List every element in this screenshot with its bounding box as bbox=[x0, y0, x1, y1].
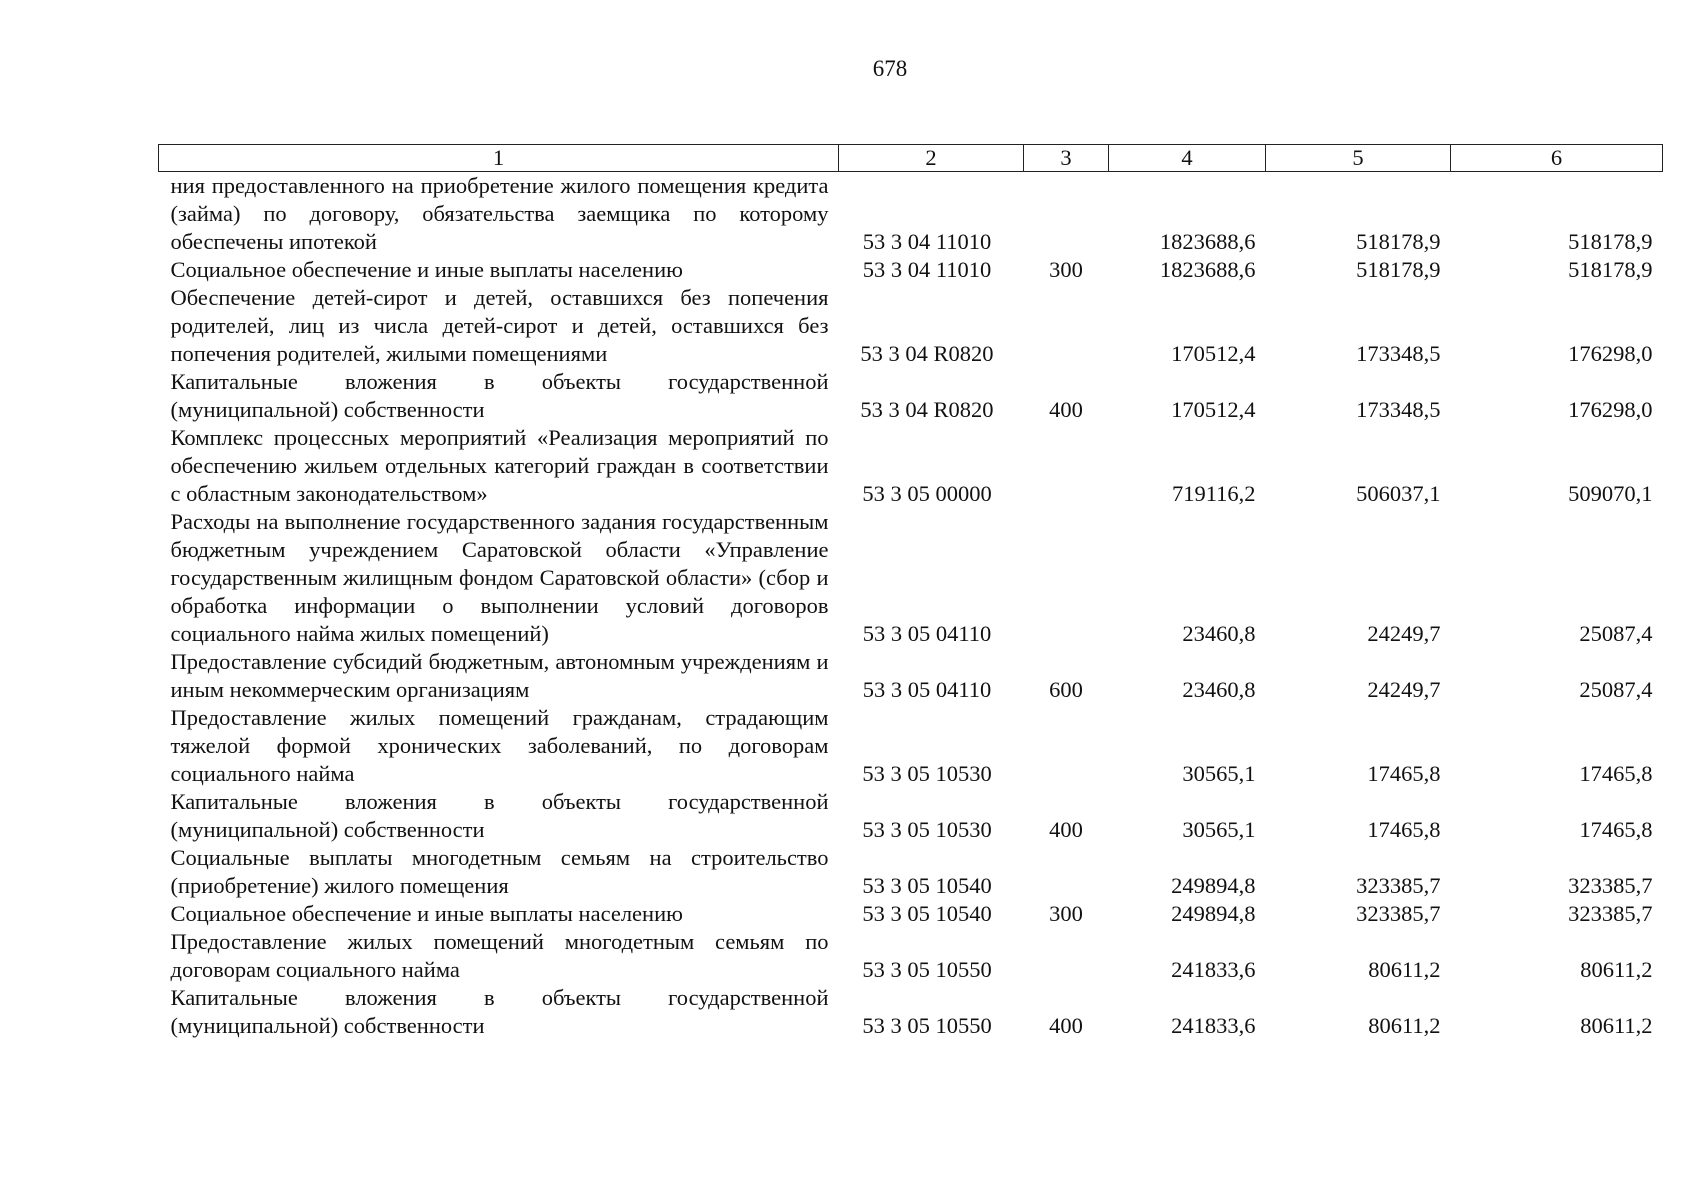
row-value-5: 323385,7 bbox=[1356, 873, 1441, 898]
column-header-5: 5 bbox=[1266, 145, 1451, 172]
table-row bbox=[159, 648, 1663, 704]
row-value-5: 506037,1 bbox=[1356, 481, 1441, 506]
table-row bbox=[159, 424, 1663, 508]
page-number: 678 bbox=[872, 56, 908, 81]
header-row bbox=[159, 145, 1663, 172]
table-row bbox=[159, 368, 1663, 424]
row-value-5: 80611,2 bbox=[1368, 1013, 1441, 1038]
row-value-6: 25087,4 bbox=[1579, 677, 1653, 702]
row-code: 53 3 05 10540 bbox=[862, 873, 992, 898]
row-code: 53 3 05 10530 bbox=[862, 761, 992, 786]
row-value-6: 518178,9 bbox=[1568, 229, 1653, 254]
budget-table bbox=[158, 144, 1663, 1040]
row-name: Капитальные вложения в объекты государственной (муниципальной) собственности bbox=[170, 369, 829, 422]
row-value-5: 323385,7 bbox=[1356, 901, 1441, 926]
row-type: 400 bbox=[1049, 397, 1083, 422]
column-header-1: 1 bbox=[159, 145, 839, 172]
row-code: 53 3 05 04110 bbox=[862, 621, 992, 646]
row-code: 53 3 04 11010 bbox=[862, 257, 992, 282]
row-code: 53 3 05 10540 bbox=[862, 901, 992, 926]
row-code: 53 3 05 10530 bbox=[862, 817, 992, 842]
row-value-4: 1823688,6 bbox=[1159, 229, 1256, 254]
row-code: 53 3 05 10550 bbox=[862, 957, 992, 982]
row-value-4: 170512,4 bbox=[1171, 397, 1256, 422]
row-value-4: 241833,6 bbox=[1171, 1013, 1256, 1038]
table-row bbox=[159, 928, 1663, 984]
table-row bbox=[159, 788, 1663, 844]
row-type: 600 bbox=[1049, 677, 1083, 702]
table-row bbox=[159, 172, 1663, 257]
row-value-4: 249894,8 bbox=[1171, 873, 1256, 898]
row-value-4: 170512,4 bbox=[1171, 341, 1256, 366]
table-row bbox=[159, 984, 1663, 1040]
row-type bbox=[1024, 508, 1109, 648]
row-value-6: 323385,7 bbox=[1568, 901, 1653, 926]
row-code: 53 3 05 10550 bbox=[862, 1013, 992, 1038]
row-value-4: 1823688,6 bbox=[1159, 257, 1256, 282]
row-name: Социальное обеспечение и иные выплаты населению bbox=[170, 901, 683, 926]
row-name: ния предоставленного на приобретение жилого помещения кредита (займа) по договору, обязательства заемщика по которому обеспечены ипотекой bbox=[170, 173, 829, 254]
row-value-5: 518178,9 bbox=[1356, 229, 1441, 254]
table-row bbox=[159, 284, 1663, 368]
row-name: Капитальные вложения в объекты государственной (муниципальной) собственности bbox=[170, 985, 829, 1038]
table-row bbox=[159, 844, 1663, 900]
column-header-2: 2 bbox=[839, 145, 1024, 172]
row-value-6: 323385,7 bbox=[1568, 873, 1653, 898]
row-value-5: 173348,5 bbox=[1356, 397, 1441, 422]
row-name: Комплекс процессных мероприятий «Реализация мероприятий по обеспечению жильем отдельных категорий граждан в соответствии с областным законодательством» bbox=[170, 425, 829, 506]
row-value-6: 25087,4 bbox=[1579, 621, 1653, 646]
row-value-5: 173348,5 bbox=[1356, 341, 1441, 366]
row-name: Предоставление жилых помещений многодетным семьям по договорам социального найма bbox=[170, 929, 829, 982]
row-code: 53 3 04 R0820 bbox=[860, 341, 994, 366]
row-value-4: 719116,2 bbox=[1171, 481, 1256, 506]
row-name: Обеспечение детей-сирот и детей, оставшихся без попечения родителей, лиц из числа детей-сирот и детей, оставшихся без попечения родителей, жилыми помещениями bbox=[170, 285, 829, 366]
row-type bbox=[1024, 704, 1109, 788]
row-type: 300 bbox=[1049, 257, 1083, 282]
row-value-4: 30565,1 bbox=[1182, 817, 1256, 842]
table-row bbox=[159, 508, 1663, 648]
row-value-6: 518178,9 bbox=[1568, 257, 1653, 282]
row-name: Капитальные вложения в объекты государственной (муниципальной) собственности bbox=[170, 789, 829, 842]
row-value-5: 80611,2 bbox=[1368, 957, 1441, 982]
table-row bbox=[159, 704, 1663, 788]
row-code: 53 3 05 00000 bbox=[862, 481, 992, 506]
row-code: 53 3 04 11010 bbox=[862, 229, 992, 254]
row-value-6: 80611,2 bbox=[1580, 957, 1653, 982]
row-value-6: 17465,8 bbox=[1579, 817, 1653, 842]
row-type: 400 bbox=[1049, 817, 1083, 842]
row-code: 53 3 05 04110 bbox=[862, 677, 992, 702]
row-value-6: 80611,2 bbox=[1580, 1013, 1653, 1038]
row-value-4: 249894,8 bbox=[1171, 901, 1256, 926]
row-value-5: 24249,7 bbox=[1367, 621, 1441, 646]
row-type: 300 bbox=[1049, 901, 1083, 926]
row-type bbox=[1024, 172, 1109, 257]
row-name: Расходы на выполнение государственного задания государственным бюджетным учреждением Саратовской области «Управление государственным жилищным фондом Саратовской области» (сбор и обработка информации о выполнении условий договоров социального найма жилых помещений) bbox=[170, 509, 829, 646]
row-type bbox=[1024, 928, 1109, 984]
row-name: Предоставление жилых помещений гражданам, страдающим тяжелой формой хронических заболеваний, по договорам социального найма bbox=[170, 705, 829, 786]
row-value-4: 23460,8 bbox=[1182, 621, 1256, 646]
row-value-6: 176298,0 bbox=[1568, 397, 1653, 422]
table-body bbox=[159, 172, 1663, 1041]
row-value-5: 518178,9 bbox=[1356, 257, 1441, 282]
table-header bbox=[159, 145, 1663, 172]
row-type bbox=[1024, 284, 1109, 368]
table-row bbox=[159, 256, 1663, 284]
row-name: Социальные выплаты многодетным семьям на строительство (приобретение) жилого помещения bbox=[170, 845, 829, 898]
row-value-4: 23460,8 bbox=[1182, 677, 1256, 702]
row-type: 400 bbox=[1049, 1013, 1083, 1038]
column-header-3: 3 bbox=[1024, 145, 1109, 172]
row-type bbox=[1024, 844, 1109, 900]
row-name: Социальное обеспечение и иные выплаты населению bbox=[170, 257, 683, 282]
row-name: Предоставление субсидий бюджетным, автономным учреждениям и иным некоммерческим организациям bbox=[170, 649, 829, 702]
row-value-4: 30565,1 bbox=[1182, 761, 1256, 786]
table-row bbox=[159, 900, 1663, 928]
row-type bbox=[1024, 424, 1109, 508]
row-value-5: 17465,8 bbox=[1367, 761, 1441, 786]
column-header-4: 4 bbox=[1109, 145, 1266, 172]
row-value-4: 241833,6 bbox=[1171, 957, 1256, 982]
row-value-5: 24249,7 bbox=[1367, 677, 1441, 702]
row-value-6: 176298,0 bbox=[1568, 341, 1653, 366]
row-code: 53 3 04 R0820 bbox=[860, 397, 994, 422]
row-value-5: 17465,8 bbox=[1367, 817, 1441, 842]
row-value-6: 509070,1 bbox=[1568, 481, 1653, 506]
row-value-6: 17465,8 bbox=[1579, 761, 1653, 786]
column-header-6: 6 bbox=[1451, 145, 1663, 172]
